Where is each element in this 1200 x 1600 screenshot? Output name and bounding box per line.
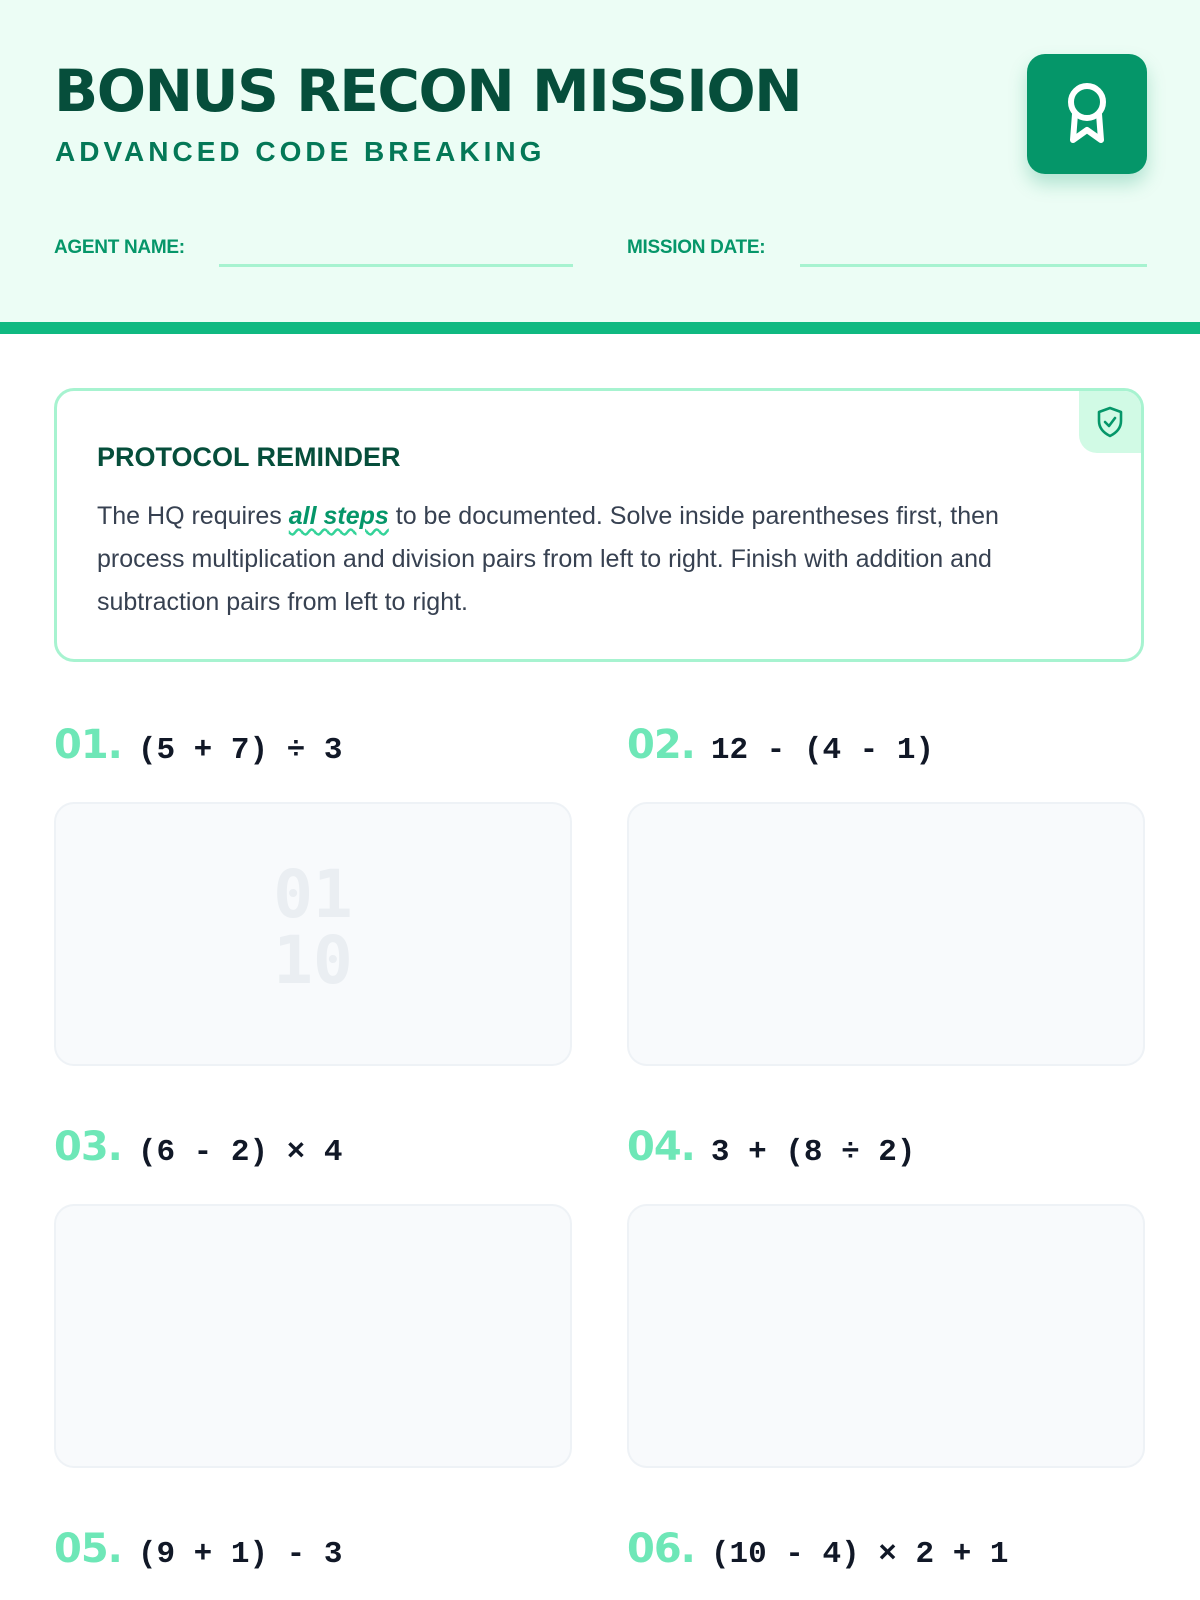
problem-expression: (9 + 1) - 3 bbox=[137, 1537, 343, 1572]
problem-expression: (10 - 4) × 2 + 1 bbox=[710, 1537, 1009, 1572]
award-badge bbox=[1027, 54, 1147, 174]
problem-number: 01. bbox=[54, 722, 122, 768]
agent-name-label: AGENT NAME: bbox=[54, 237, 185, 258]
problem-number: 03. bbox=[54, 1124, 122, 1170]
watermark-line: 01 bbox=[273, 856, 353, 933]
binary-watermark bbox=[56, 856, 570, 999]
protocol-text-end: to be documented. Solve inside parentheses first, then process multiplication and division pairs from left to right. Finish with addition and subtraction pairs from left to right. bbox=[97, 502, 999, 616]
shield-check-icon bbox=[1096, 406, 1124, 438]
agent-name-field[interactable] bbox=[219, 264, 573, 267]
problem-expression: (5 + 7) ÷ 3 bbox=[137, 733, 343, 768]
problem-4 bbox=[627, 1124, 916, 1174]
work-area-4[interactable] bbox=[627, 1204, 1145, 1468]
work-area-2[interactable] bbox=[627, 802, 1145, 1066]
page-title: BONUS RECON MISSION bbox=[54, 57, 802, 125]
problem-5 bbox=[54, 1526, 343, 1576]
mission-date-field[interactable] bbox=[800, 264, 1147, 267]
problem-number: 04. bbox=[627, 1124, 695, 1170]
problem-3 bbox=[54, 1124, 343, 1174]
problem-expression: (6 - 2) × 4 bbox=[137, 1135, 343, 1170]
award-ribbon-icon bbox=[1064, 82, 1110, 146]
problem-number: 05. bbox=[54, 1526, 122, 1572]
protocol-title: PROTOCOL REMINDER bbox=[97, 442, 401, 472]
problem-expression: 12 - (4 - 1) bbox=[710, 733, 935, 768]
problem-expression: 3 + (8 ÷ 2) bbox=[710, 1135, 916, 1170]
problem-1 bbox=[54, 722, 343, 772]
problem-2 bbox=[627, 722, 934, 772]
protocol-highlight: all steps bbox=[288, 502, 389, 530]
work-area-3[interactable] bbox=[54, 1204, 572, 1468]
problem-6 bbox=[627, 1526, 1009, 1576]
work-area-1[interactable] bbox=[54, 802, 572, 1066]
mission-date-label: MISSION DATE: bbox=[627, 237, 766, 258]
problem-number: 06. bbox=[627, 1526, 695, 1572]
page-subtitle: ADVANCED CODE BREAKING bbox=[55, 136, 546, 167]
watermark-line: 10 bbox=[273, 922, 353, 999]
protocol-text bbox=[97, 495, 1067, 624]
problem-number: 02. bbox=[627, 722, 695, 768]
protocol-reminder-card bbox=[54, 388, 1144, 662]
mission-header bbox=[0, 0, 1200, 334]
protocol-tab bbox=[1079, 391, 1141, 453]
protocol-text-start: The HQ requires bbox=[97, 502, 289, 530]
